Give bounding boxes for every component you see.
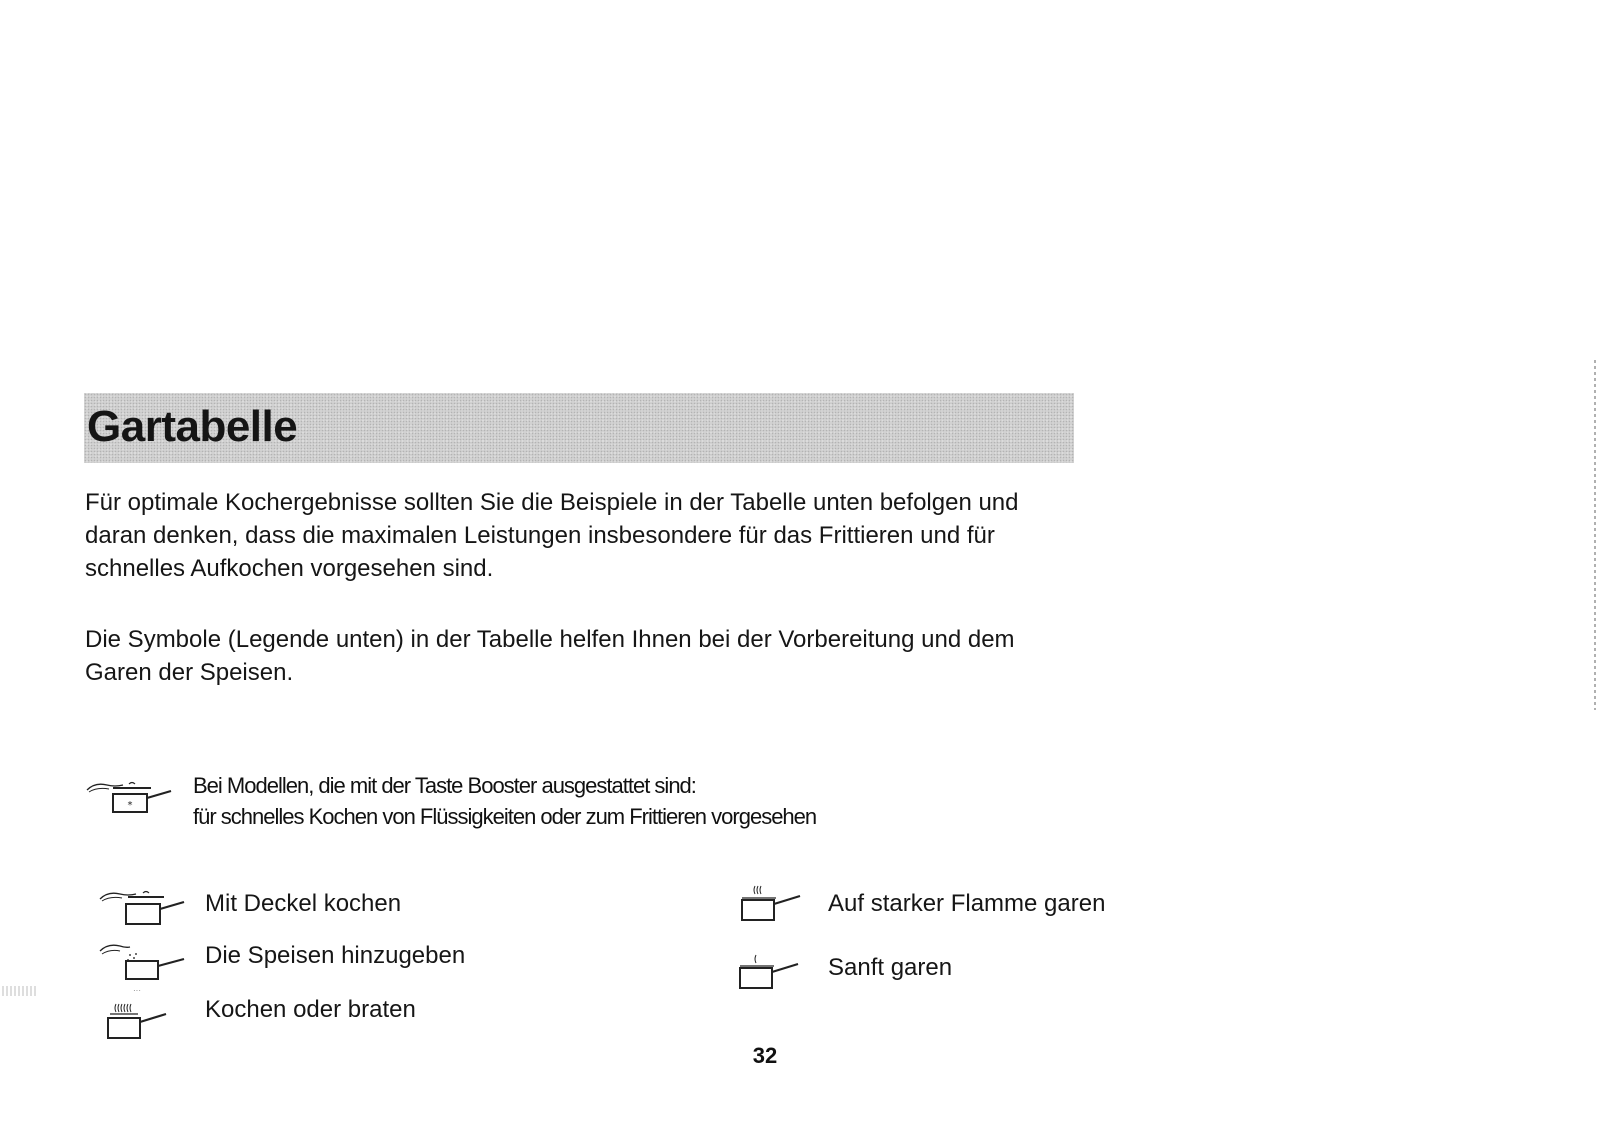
svg-text:*: *	[127, 800, 133, 811]
gentle-simmer-pan-icon	[736, 949, 820, 993]
legend-label-lid: Mit Deckel kochen	[205, 890, 402, 917]
legend-label-gentle-simmer: Sanft garen	[828, 954, 953, 981]
intro-paragraph-1: Für optimale Kochergebnisse sollten Sie die Beispiele in der Tabelle unten befolgen und daran denken, dass die maximalen Leistungen insbesondere für das Frittieren und für schnelles Aufkochen vorgesehen sind.	[85, 489, 1019, 582]
booster-note	[193, 770, 816, 832]
page-title: Gartabelle	[87, 402, 298, 451]
booster-pan-icon	[85, 776, 175, 818]
legend-label-boil-fry: Kochen oder braten	[205, 996, 416, 1023]
high-flame-pan-icon	[738, 882, 822, 926]
scan-margin-mark	[2, 986, 38, 996]
legend-label-high-flame: Auf starker Flamme garen	[828, 890, 1106, 917]
scan-edge-mark	[1594, 360, 1596, 710]
boil-fry-pan-icon	[104, 1000, 188, 1044]
lid-pan-icon	[98, 887, 188, 929]
booster-line-1: Bei Modellen, die mit der Taste Booster ausgestattet sind:	[193, 773, 696, 798]
intro-paragraph-2: Die Symbole (Legende unten) in der Tabelle helfen Ihnen bei der Vorbereitung und dem Garen der Speisen.	[85, 626, 1015, 686]
page-number: 32	[752, 1043, 778, 1068]
add-food-pan-icon	[98, 941, 188, 983]
booster-line-2: für schnelles Kochen von Flüssigkeiten oder zum Frittieren vorgesehen	[193, 804, 817, 829]
legend-label-add-food: Die Speisen hinzugeben	[205, 942, 466, 969]
scan-dots: ···	[133, 986, 141, 995]
